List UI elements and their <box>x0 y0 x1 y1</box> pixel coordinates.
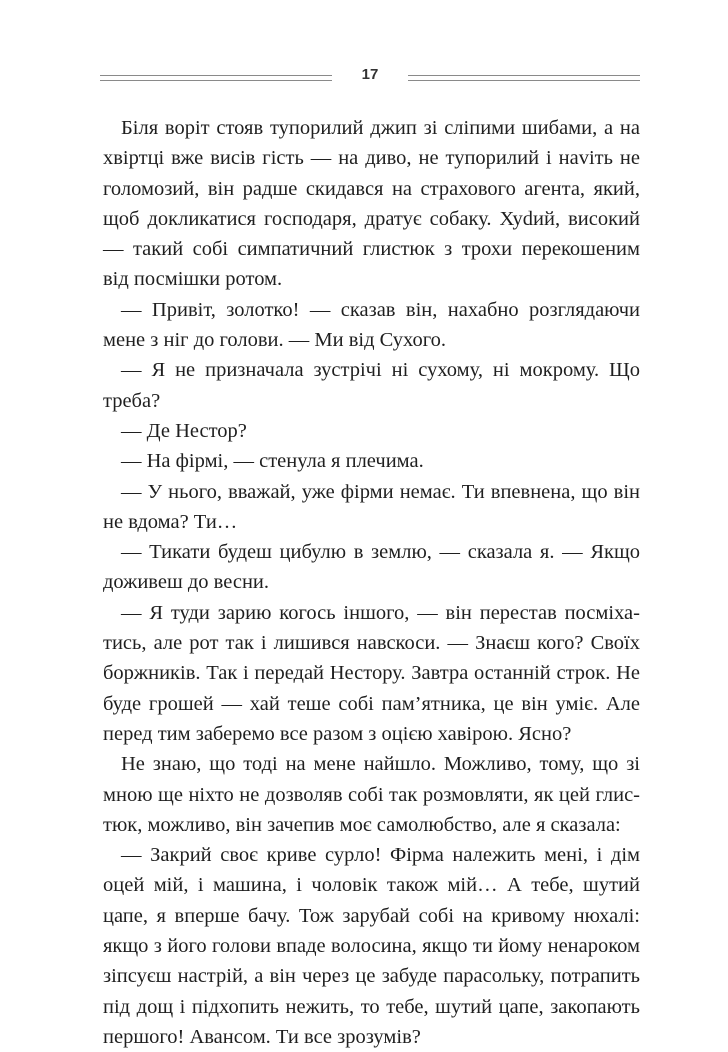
page-number: 17 <box>361 66 379 83</box>
body-text <box>103 113 640 1052</box>
header-rule-right <box>408 75 640 81</box>
paragraph: — Я не призначала зустрічі ні сухому, ні мокрому. Що треба? <box>103 359 640 412</box>
paragraph: — Закрий своє криве сурло! Фірма належить мені, і дім оцей мій, і машина, і чоловік також мій… А тебе, шутий цапе, я вперше бачу. Тож зарубай собі на кривому нюхалі: якщо з його голови впаде волосина, якщо ти йому ненароком зіпсуєш настрій, а він через це забуде парасольку, потрапить під дощ і підхопить нежить, то тебе, шутий цапе, закопають першого! Авансом. Ти все зрозумів? <box>103 844 640 1048</box>
running-head <box>100 68 640 92</box>
paragraph: Не знаю, що тоді на мене найшло. Можливо, тому, що зі мною ще ніхто не дозволяв собі так розмовляти, як цей глистюк, можливо, він зачепив моє самолюбство, але я сказала: <box>103 753 640 836</box>
paragraph: — Де Нестор? <box>121 419 247 442</box>
paragraph: — Тикати будеш цибулю в землю, — сказала я. — Якщо доживеш до весни. <box>103 541 640 594</box>
paragraph: — На фірмі, — стенула я плечима. <box>121 450 424 473</box>
paragraph: Біля воріт стояв тупорилий джип зі сліпими шибами, а на хвіртці вже висів гість — на диво, не тупорилий і наvіть не голомозий, він радше скидався на страхового агента, який, щоб докликатися господаря, дратує собаку. Хуdий, високий — такий собі симпатичний глистюк з трохи перекошеним від посмішки ротом. <box>103 117 640 291</box>
paragraph: — Я туди зарию когось іншого, — він перестав посміхатись, але рот так і лишився навскоси. — Знаєш кого? Своїх боржників. Так і передай Нестору. Завтра останній строк. Не буде грошей — хай теше собі пам’ятника, це він уміє. Але перед тим заберемо все разом з оцією хавірою. Ясно? <box>103 601 640 745</box>
paragraph: — Привіт, золотко! — сказав він, нахабно розглядаючи мене з ніг до голови. — Ми від Сухого. <box>103 298 640 352</box>
paragraph: — У нього, вважай, уже фірми немає. Ти впевнена, що він не вдома? Ти… <box>103 480 640 533</box>
